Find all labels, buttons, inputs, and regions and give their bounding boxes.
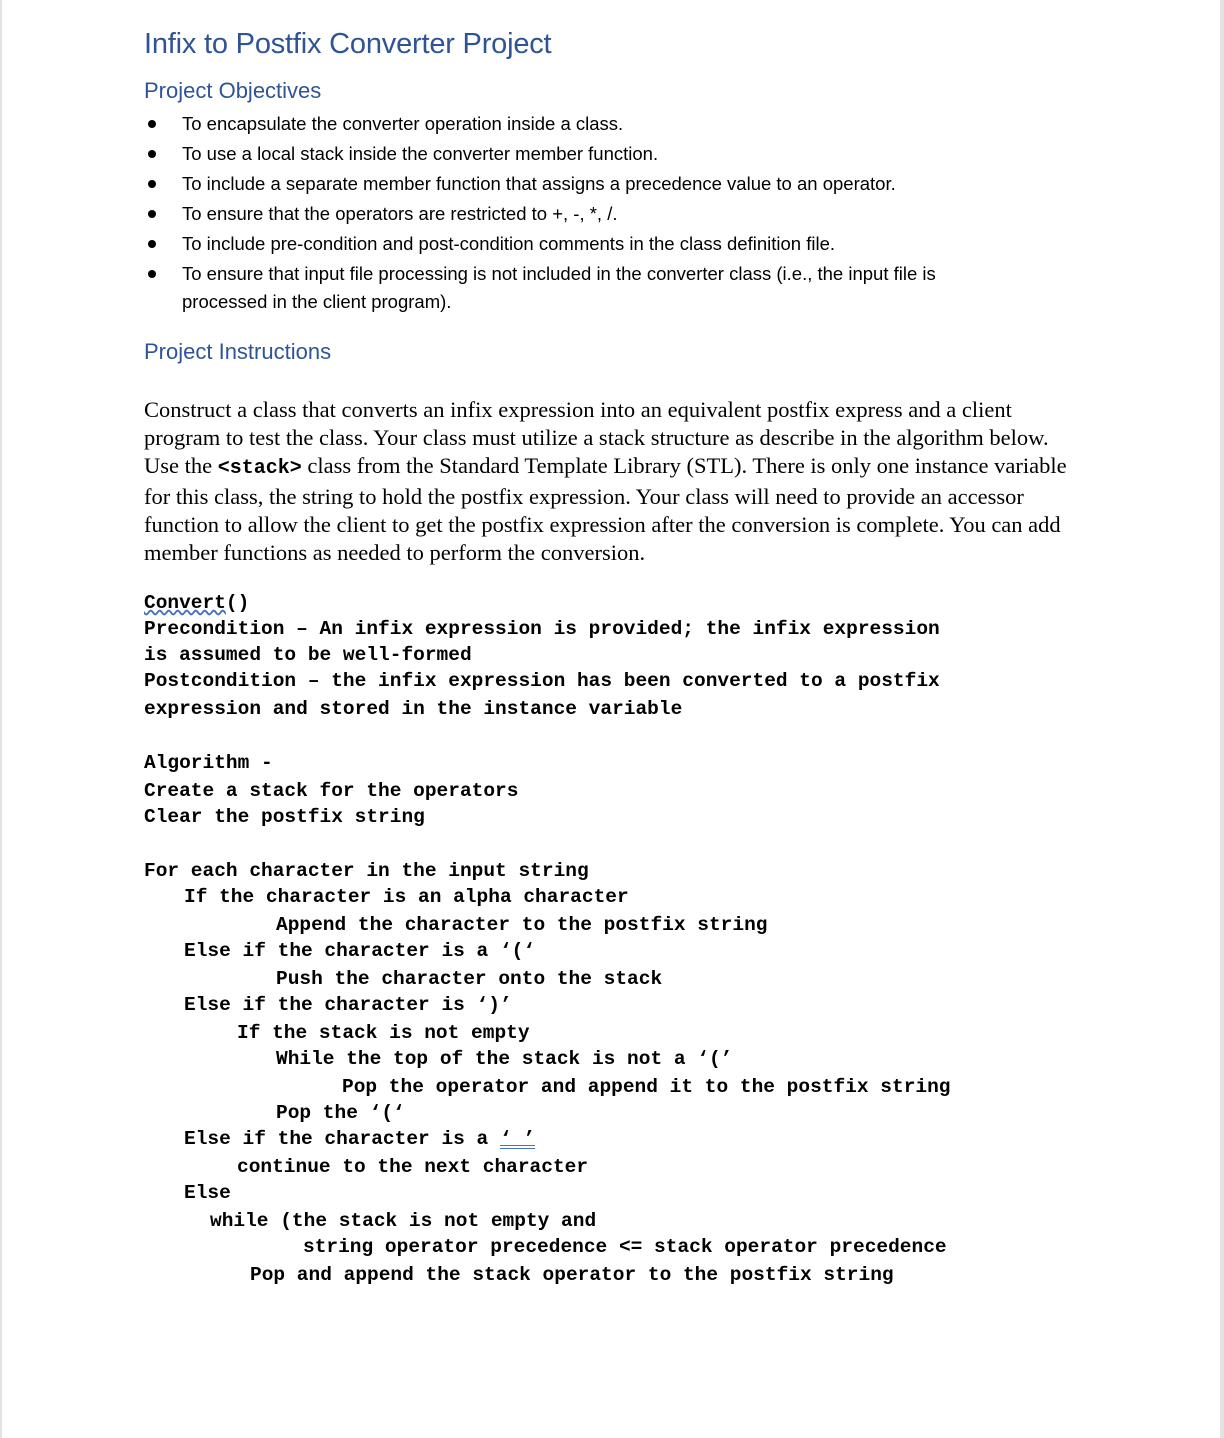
convert-signature xyxy=(144,592,249,614)
algorithm-step xyxy=(184,1128,535,1150)
algorithm-step: while (the stack is not empty and xyxy=(210,1210,597,1232)
algorithm-step: Push the character onto the stack xyxy=(276,968,663,990)
list-item-text: To ensure that the operators are restricted to +, -, *, /. xyxy=(182,203,618,224)
algorithm-step: Else if the character is ‘)’ xyxy=(184,994,512,1016)
postcondition-line: Postcondition – the infix expression has been converted to a postfix xyxy=(144,670,940,692)
stack-code-literal: <stack> xyxy=(217,457,302,480)
algorithm-step-text: Else if the character is a xyxy=(184,1128,500,1150)
instructions-paragraph xyxy=(144,396,1079,567)
convert-parens: () xyxy=(225,592,250,614)
list-item-text: To include pre-condition and post-condition comments in the class definition file. xyxy=(182,233,836,254)
algorithm-step: For each character in the input string xyxy=(144,860,589,882)
algorithm-step: continue to the next character xyxy=(237,1156,589,1178)
algorithm-step: Pop the ‘(‘ xyxy=(276,1102,405,1124)
bullet-icon xyxy=(148,120,156,128)
space-literal: ‘ ’ xyxy=(499,1128,536,1150)
bullet-icon xyxy=(148,210,156,218)
algorithm-setup-line: Create a stack for the operators xyxy=(144,780,519,802)
algorithm-step: string operator precedence <= stack operator precedence xyxy=(303,1236,947,1258)
list-item xyxy=(144,140,1022,168)
algorithm-step: If the character is an alpha character xyxy=(184,886,629,908)
list-item xyxy=(144,110,1022,138)
algorithm-step: Pop and append the stack operator to the postfix string xyxy=(250,1264,894,1286)
algorithm-step: Pop the operator and append it to the postfix string xyxy=(342,1076,951,1098)
precondition-line-cont: is assumed to be well-formed xyxy=(144,644,472,666)
page-title: Infix to Postfix Converter Project xyxy=(144,28,552,60)
algorithm-step: While the top of the stack is not a ‘(’ xyxy=(276,1048,733,1070)
bullet-icon xyxy=(148,180,156,188)
instructions-text-end: class from the Standard Template Library (STL). There is only one instance variable for this class, the string to hold the postfix expression. Your class will need to provide an accessor function to allow the client to get the postfix expression after the conversion is complete. You can add member functions as needed to perform the conversion. xyxy=(144,453,1067,565)
list-item-text: To use a local stack inside the converter member function. xyxy=(182,143,659,164)
bullet-icon xyxy=(148,240,156,248)
list-item xyxy=(144,230,1022,258)
precondition-line: Precondition – An infix expression is provided; the infix expression xyxy=(144,618,940,640)
list-item-text: To encapsulate the converter operation inside a class. xyxy=(182,113,624,134)
list-item xyxy=(144,170,1022,198)
list-item-text: To include a separate member function that assigns a precedence value to an operator. xyxy=(182,173,896,194)
algorithm-step: Else if the character is a ‘(‘ xyxy=(184,940,536,962)
algorithm-step: Else xyxy=(184,1182,231,1204)
algorithm-setup-line: Clear the postfix string xyxy=(144,806,425,828)
document-page xyxy=(2,0,1220,1438)
list-item xyxy=(144,200,1022,228)
bullet-icon xyxy=(148,150,156,158)
postcondition-line-cont: expression and stored in the instance variable xyxy=(144,698,683,720)
instructions-text-start: Construct a class that converts an infix expression into an equivalent postfix express and a client program to test the class. Your class must utilize a stack structure as describe in the algorithm below. Use the xyxy=(144,397,1049,478)
algorithm-header: Algorithm - xyxy=(144,752,273,774)
objectives-heading: Project Objectives xyxy=(144,78,322,103)
algorithm-step: Append the character to the postfix string xyxy=(276,914,768,936)
instructions-heading: Project Instructions xyxy=(144,339,332,364)
algorithm-step: If the stack is not empty xyxy=(237,1022,530,1044)
list-item xyxy=(144,260,1022,316)
objectives-list xyxy=(144,110,1104,318)
bullet-icon xyxy=(148,270,156,278)
convert-function-name: Convert xyxy=(144,592,226,614)
list-item-text: To ensure that input file processing is not included in the converter class (i.e., the input file is processed in the client program). xyxy=(182,263,936,312)
